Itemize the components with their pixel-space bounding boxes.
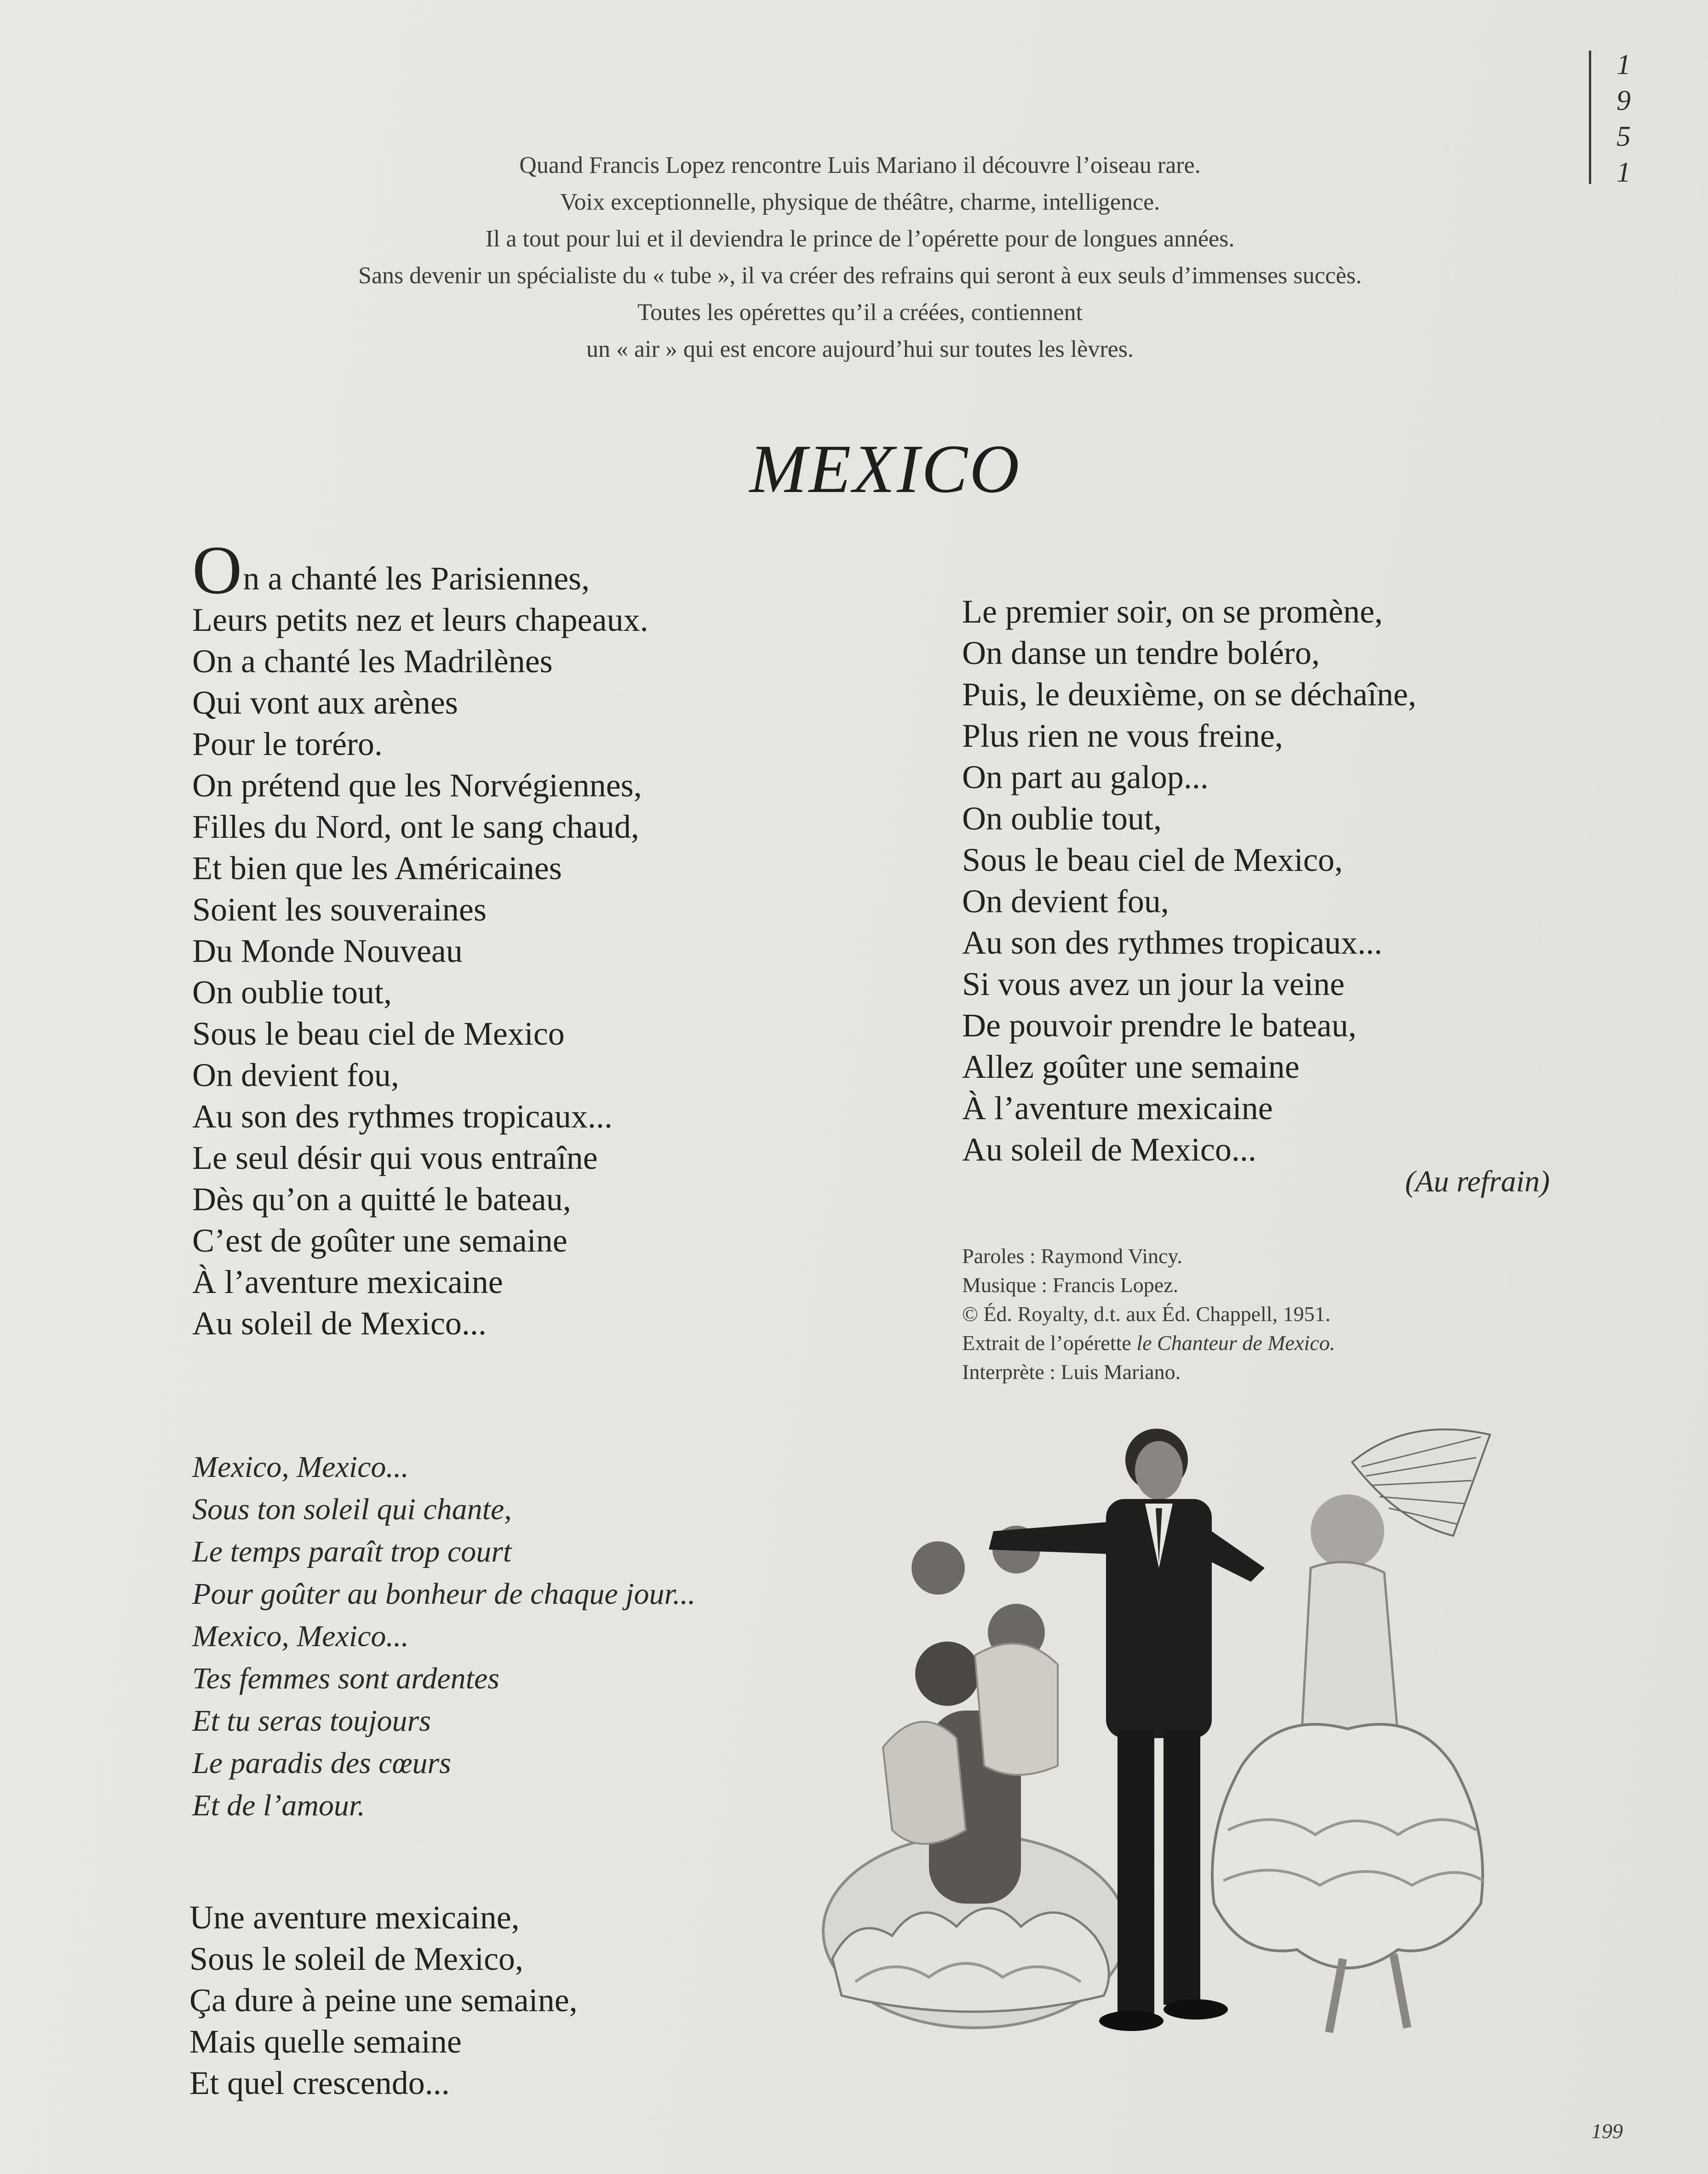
intro-line: un « air » qui est encore aujourd’hui sur toutes les lèvres. xyxy=(586,336,1134,362)
dancers-photo xyxy=(800,1416,1564,2060)
intro-line: Toutes les opérettes qu’il a créées, contiennent xyxy=(637,299,1083,326)
verse-line-first xyxy=(192,532,882,608)
fan-dancer xyxy=(1212,1430,1490,2032)
year-digit: 5 xyxy=(1616,121,1631,152)
verse-line: À l’aventure mexicaine xyxy=(962,1090,1273,1127)
credit-extract-prefix: Extrait de l’opérette xyxy=(962,1331,1137,1355)
credit-performer: Interprète : Luis Mariano. xyxy=(962,1360,1181,1384)
year-digit: 9 xyxy=(1616,85,1631,116)
intro-line: Quand Francis Lopez rencontre Luis Mariano il découvre l’oiseau rare. xyxy=(519,152,1201,178)
verse-line: Mais quelle semaine xyxy=(189,2023,462,2060)
verse-line: Plus rien ne vous freine, xyxy=(962,717,1283,754)
verse-line: Au soleil de Mexico... xyxy=(192,1305,487,1342)
verse-line: Dès qu’on a quitté le bateau, xyxy=(192,1181,571,1218)
refrain-line: Pour goûter au bonheur de chaque jour... xyxy=(192,1577,696,1611)
verse-2 xyxy=(962,591,1560,1170)
song-title: MEXICO xyxy=(749,431,1021,507)
refrain-line: Mexico, Mexico... xyxy=(192,1619,409,1653)
verse-line: Sous le beau ciel de Mexico xyxy=(192,1015,565,1052)
refrain-line: Sous ton soleil qui chante, xyxy=(192,1493,512,1526)
year-marker xyxy=(1589,49,1646,188)
refrain-line: Le temps paraît trop court xyxy=(192,1535,512,1568)
verse-line: Filles du Nord, ont le sang chaud, xyxy=(192,808,639,845)
verse-line: Puis, le deuxième, on se déchaîne, xyxy=(962,676,1416,713)
verse-line: Pour le toréro. xyxy=(192,726,383,762)
refrain xyxy=(192,1446,882,1827)
verse-line: Soient les souveraines xyxy=(192,891,487,928)
credit-lyrics: Paroles : Raymond Vincy. xyxy=(962,1244,1182,1268)
verse-line: Au son des rythmes tropicaux... xyxy=(192,1098,613,1135)
verse-line: On a chanté les Madrilènes xyxy=(192,643,553,680)
verse-line: À l’aventure mexicaine xyxy=(192,1264,503,1300)
verse-line: On oublie tout, xyxy=(192,974,392,1011)
drop-cap: O xyxy=(192,532,242,608)
verse-line: Une aventure mexicaine, xyxy=(189,1899,520,1936)
au-refrain-note: (Au refrain) xyxy=(1405,1165,1550,1198)
verse-line: Et bien que les Américaines xyxy=(192,850,562,887)
page-number: 199 xyxy=(1591,2119,1623,2143)
verse-line: Le premier soir, on se promène, xyxy=(962,593,1383,630)
verse-line: Leurs petits nez et leurs chapeaux. xyxy=(192,601,648,638)
verse-line: Au soleil de Mexico... xyxy=(962,1131,1256,1168)
verse-line: On devient fou, xyxy=(192,1057,399,1093)
refrain-line: Le paradis des cœurs xyxy=(192,1746,451,1780)
verse-line: Qui vont aux arènes xyxy=(192,684,458,721)
refrain-line: Mexico, Mexico... xyxy=(192,1450,409,1484)
first-line-text: n a chanté les Parisiennes, xyxy=(243,560,590,597)
left-dancers-group xyxy=(823,1526,1127,2028)
credit-music: Musique : Francis Lopez. xyxy=(962,1273,1179,1297)
verse-3 xyxy=(189,1897,879,2104)
verse-line: Allez goûter une semaine xyxy=(962,1048,1300,1085)
verse-line: On danse un tendre boléro, xyxy=(962,635,1320,671)
dancers-photo-illustration xyxy=(800,1416,1564,2060)
verse-line: Sous le beau ciel de Mexico, xyxy=(962,841,1343,878)
verse-line: On devient fou, xyxy=(962,883,1169,920)
verse-line: On oublie tout, xyxy=(962,800,1162,837)
verse-line: On prétend que les Norvégiennes, xyxy=(192,767,642,804)
verse-line: Du Monde Nouveau xyxy=(192,933,463,969)
credit-extract xyxy=(962,1328,1560,1357)
credit-copyright: © Éd. Royalty, d.t. aux Éd. Chappell, 1951. xyxy=(962,1302,1331,1326)
intro-line: Il a tout pour lui et il deviendra le prince de l’opérette pour de longues années. xyxy=(485,226,1235,252)
intro-line: Voix exceptionnelle, physique de théâtre, charme, intelligence. xyxy=(560,189,1160,215)
refrain-line: Et tu seras toujours xyxy=(192,1704,431,1738)
verse-line: Et quel crescendo... xyxy=(189,2065,450,2101)
intro-line: Sans devenir un spécialiste du « tube », il va créer des refrains qui seront à eux seuls d’immenses succès. xyxy=(358,263,1362,289)
intro-paragraph xyxy=(258,147,1462,368)
verse-line: Au son des rythmes tropicaux... xyxy=(962,924,1382,961)
verse-line: On part au galop... xyxy=(962,759,1209,795)
year-digit: 1 xyxy=(1616,157,1631,188)
verse-line: C’est de goûter une semaine xyxy=(192,1222,567,1259)
song-credits xyxy=(962,1241,1560,1386)
verse-line: De pouvoir prendre le bateau, xyxy=(962,1007,1357,1044)
verse-line: Si vous avez un jour la veine xyxy=(962,966,1345,1002)
year-digit: 1 xyxy=(1616,49,1631,80)
refrain-line: Tes femmes sont ardentes xyxy=(192,1662,499,1695)
verse-line: Sous le soleil de Mexico, xyxy=(189,1940,523,1977)
verse-1 xyxy=(192,532,882,1344)
verse-line: Le seul désir qui vous entraîne xyxy=(192,1139,598,1176)
refrain-line: Et de l’amour. xyxy=(192,1789,365,1822)
verse-line: Ça dure à peine une semaine, xyxy=(189,1982,578,2019)
credit-operetta-title: le Chanteur de Mexico. xyxy=(1136,1331,1335,1355)
